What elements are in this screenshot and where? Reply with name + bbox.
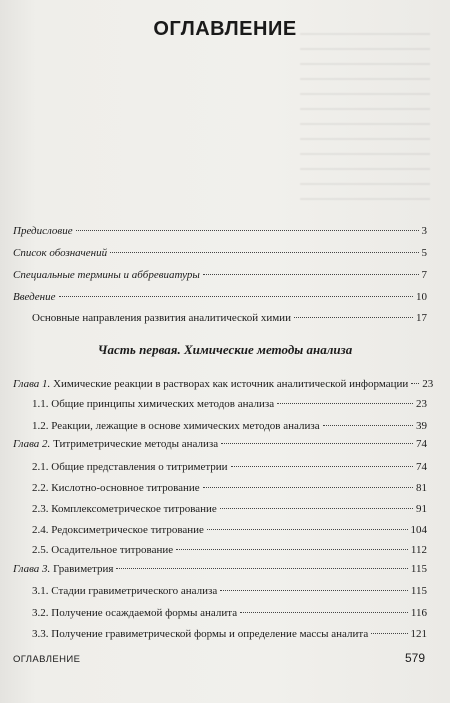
dot-leader <box>116 568 407 569</box>
toc-entry-label: Введение <box>13 291 56 303</box>
dot-leader <box>203 274 419 275</box>
dot-leader <box>203 487 413 488</box>
dot-leader <box>231 466 413 467</box>
toc-entry-label: 3.3. Получение гравиметрической формы и определение массы аналита <box>32 628 369 640</box>
toc-section-2-3 <box>32 502 427 517</box>
page-number: 23 <box>422 378 434 390</box>
toc-section-2-4 <box>32 523 427 538</box>
running-head: ОГЛАВЛЕНИЕ <box>13 654 81 665</box>
toc-chapter-2 <box>13 437 427 452</box>
toc-section-2-1 <box>32 460 427 475</box>
toc-entry-label: 1.2. Реакции, лежащие в основе химических методов анализа <box>32 420 320 432</box>
dot-leader <box>323 425 413 426</box>
part-heading: Часть первая. Химические методы анализа <box>97 342 353 357</box>
dot-leader <box>411 383 419 384</box>
toc-entry-label: Химические реакции в растворах как источник аналитической информации <box>53 378 409 390</box>
toc-section-2-5 <box>32 543 427 558</box>
toc-chapter-3 <box>13 562 427 577</box>
toc-section-3-3 <box>32 627 427 642</box>
dot-leader <box>277 403 413 404</box>
toc-entry-label: 3.1. Стадии гравиметрического анализа <box>32 585 218 597</box>
page-number: 5 <box>421 247 427 259</box>
toc-section-2-2 <box>32 481 427 496</box>
toc-entry-label: Основные направления развития аналитической химии <box>32 312 291 324</box>
page-number: 10 <box>416 291 427 303</box>
dot-leader <box>371 633 407 634</box>
dot-leader <box>176 549 408 550</box>
page-number: 74 <box>416 438 427 450</box>
page-number: 23 <box>416 398 427 410</box>
page-number: 3 <box>421 225 427 237</box>
toc-entry-label: 2.3. Комплексометрическое титрование <box>32 503 217 515</box>
toc-entry-label: Предисловие <box>13 225 73 237</box>
page-number: 74 <box>416 461 427 473</box>
dot-leader <box>294 317 413 318</box>
dot-leader <box>240 612 408 613</box>
page-number: 116 <box>410 607 427 619</box>
toc-entry-label: 3.2. Получение осаждаемой формы аналита <box>32 607 238 619</box>
toc-subentry-directions <box>32 311 427 326</box>
toc-entry-label: Список обозначений <box>13 247 108 259</box>
toc-entry-label: 2.2. Кислотно-основное титрование <box>32 482 200 494</box>
page-number: 81 <box>416 482 427 494</box>
page-number: 17 <box>416 312 427 324</box>
chapter-prefix: Глава 3. <box>13 563 51 575</box>
bleed-through-text <box>300 20 430 210</box>
page-number: 115 <box>410 563 427 575</box>
toc-section-1-1 <box>32 397 427 412</box>
toc-entry-label: Титриметрические методы анализа <box>53 438 219 450</box>
page-title: ОГЛАВЛЕНИЕ <box>153 18 297 40</box>
toc-entry-label: 2.1. Общие представления о титриметрии <box>32 461 228 473</box>
toc-chapter-1 <box>13 377 434 392</box>
dot-leader <box>220 508 413 509</box>
toc-entry-label: 2.4. Редоксиметрическое титрование <box>32 524 204 536</box>
dot-leader <box>221 443 413 444</box>
toc-entry-notation <box>13 246 427 261</box>
dot-leader <box>220 590 408 591</box>
dot-leader <box>59 296 413 297</box>
page-number: 115 <box>410 585 427 597</box>
toc-entry-label: Специальные термины и аббревиатуры <box>13 269 200 281</box>
toc-section-3-1 <box>32 584 427 599</box>
chapter-prefix: Глава 1. <box>13 378 51 390</box>
toc-entry-preface <box>13 224 427 239</box>
page-number: 39 <box>416 420 427 432</box>
page-number: 112 <box>410 544 427 556</box>
dot-leader <box>207 529 408 530</box>
dot-leader <box>110 252 418 253</box>
toc-entry-label: 2.5. Осадительное титрование <box>32 544 174 556</box>
page-number: 91 <box>416 503 427 515</box>
toc-entry-introduction <box>13 290 427 305</box>
dot-leader <box>76 230 419 231</box>
page-number: 121 <box>410 628 427 640</box>
page-number: 104 <box>410 524 427 536</box>
toc-section-1-2 <box>32 419 427 434</box>
toc-section-3-2 <box>32 606 427 621</box>
folio-page-number: 579 <box>404 651 425 665</box>
toc-entry-label: Гравиметрия <box>53 563 114 575</box>
chapter-prefix: Глава 2. <box>13 438 51 450</box>
page-number: 7 <box>421 269 427 281</box>
toc-entry-label: 1.1. Общие принципы химических методов анализа <box>32 398 275 410</box>
toc-entry-terms <box>13 268 427 283</box>
